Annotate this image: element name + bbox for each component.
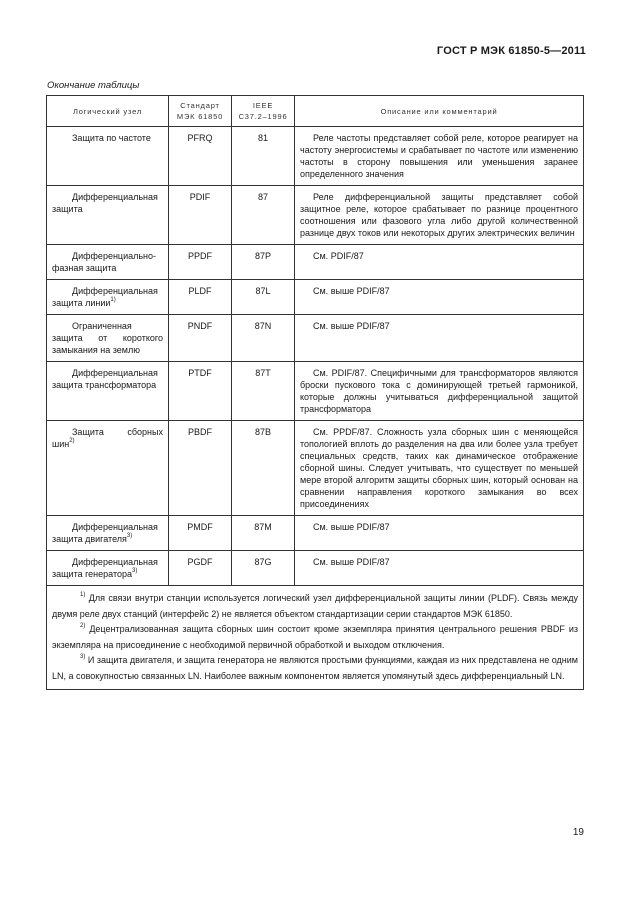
logical-node-name-cell [47, 280, 169, 315]
logical-node-name: Защита по частоте [72, 133, 151, 143]
column-header-description: Описание или комментарий [295, 96, 584, 127]
iec-code-cell: PLDF [169, 280, 232, 315]
footnote [52, 622, 578, 653]
table-row [47, 245, 584, 280]
ieee-code-cell: 87M [232, 516, 295, 551]
table-row [47, 315, 584, 362]
logical-node-name: Дифференциальная защита [52, 192, 158, 214]
footnote-text: Для связи внутри станции используется логический узел дифференциальной защиты линии (PLDF). Связь между двумя реле двух станций (интерфейс 2) не является объектом стандартизации серии стандартов МЭК 61850. [52, 593, 578, 619]
description-cell: См. PPDF/87. Сложность узла сборных шин с меняющейся топологией вплоть до разделения на два или более узла требует специальных средств, таких как динамическое отображение сборной шины. Следует учитывать, что существует по меньшей мере второй алгоритм защиты сборных шин, который основан на сравнении направления короткого замыкания во всех присоединениях [295, 421, 584, 516]
iec-code-cell: PBDF [169, 421, 232, 516]
iec-code-cell: PFRQ [169, 127, 232, 186]
ieee-code-cell: 87P [232, 245, 295, 280]
table-header-row [47, 96, 584, 127]
footnote-marker: 2) [69, 438, 75, 444]
logical-node-name-cell [47, 315, 169, 362]
description-cell: См. выше PDIF/87 [295, 516, 584, 551]
iec-code-cell: PPDF [169, 245, 232, 280]
footnote-marker: 1) [110, 297, 116, 303]
ieee-code-cell: 81 [232, 127, 295, 186]
footnote-marker: 3) [132, 568, 138, 574]
description-cell: См. выше PDIF/87 [295, 315, 584, 362]
ieee-code-cell: 87B [232, 421, 295, 516]
table-body [47, 127, 584, 586]
page-number: 19 [572, 827, 584, 838]
logical-node-name: Дифференциальная защита генератора [52, 557, 158, 579]
column-header-iec-standard [169, 96, 232, 127]
iec-code-cell: PDIF [169, 186, 232, 245]
logical-node-name-cell [47, 421, 169, 516]
description-cell: См. выше PDIF/87 [295, 280, 584, 315]
table-caption: Окончание таблицы [47, 80, 140, 91]
description-cell: Реле дифференциальной защиты представляет собой защитное реле, которое срабатывает по разнице процентного соотношения или фазового угла либо другой количественной разнице двух токов или некоторых других электрических величин [295, 186, 584, 245]
document-header: ГОСТ Р МЭК 61850-5—2011 [436, 45, 586, 57]
iec-code-cell: PTDF [169, 362, 232, 421]
footnote-number: 2) [80, 623, 86, 629]
ieee-code-cell: 87L [232, 280, 295, 315]
column-header-ieee-line1: IEEE [252, 101, 274, 110]
notes-row [47, 586, 584, 690]
column-header-iec-line1: Стандарт [180, 101, 220, 110]
table-row [47, 551, 584, 586]
table-row [47, 186, 584, 245]
description-cell: Реле частоты представляет собой реле, которое реагирует на частоту энергосистемы и срабатывает по частоте или изменению частоты в сторону повышения или уменьшения заранее определенного значения [295, 127, 584, 186]
footnote-text: Децентрализованная защита сборных шин состоит кроме экземпляра принятия центрального решения PBDF из экземпляра на присоединение с необходимой первичной обработкой и выходом отключения. [52, 624, 578, 650]
description-cell: См. PDIF/87. Специфичными для трансформаторов являются броски пускового тока с доминирующей третьей гармоникой, которые должны учитываться дифференциальной защитой трансформатора [295, 362, 584, 421]
table-row [47, 421, 584, 516]
table-row [47, 362, 584, 421]
logical-node-name: Дифференциальная защита трансформатора [52, 368, 158, 390]
table-notes [47, 586, 584, 690]
column-header-ieee-line2: C37.2–1996 [238, 112, 288, 121]
ieee-code-cell: 87N [232, 315, 295, 362]
footnote [52, 653, 578, 684]
table-row [47, 127, 584, 186]
description-cell: См. выше PDIF/87 [295, 551, 584, 586]
ieee-code-cell: 87T [232, 362, 295, 421]
logical-node-name-cell [47, 551, 169, 586]
logical-node-name-cell [47, 516, 169, 551]
column-header-logical-node: Логический узел [47, 96, 169, 127]
footnote-marker: 3) [126, 533, 133, 539]
iec-code-cell: PMDF [169, 516, 232, 551]
iec-code-cell: PGDF [169, 551, 232, 586]
logical-node-name-cell [47, 186, 169, 245]
footnote-number: 3) [80, 654, 86, 660]
footnote-number: 1) [80, 592, 86, 598]
footnote [52, 591, 578, 622]
iec-code-cell: PNDF [169, 315, 232, 362]
protection-nodes-table [46, 95, 584, 690]
footnote-text: И защита двигателя, и защита генератора не являются простыми функциями, каждая из них представлена не одним LN, а совокупностью связанных LN. Наиболее важным компонентом является упомянутый здесь дифференциальный LN. [52, 655, 578, 681]
logical-node-name: Дифференциально-фазная защита [52, 251, 157, 273]
ieee-code-cell: 87G [232, 551, 295, 586]
logical-node-name: Ограниченная защита от короткого замыкания на землю [52, 321, 163, 355]
logical-node-name: Дифференциальная защита двигателя [52, 522, 158, 544]
column-header-ieee [232, 96, 295, 127]
logical-node-name: Защита сборных шин [52, 427, 163, 449]
column-header-iec-line2: МЭК 61850 [176, 112, 224, 121]
table-row [47, 280, 584, 315]
ieee-code-cell: 87 [232, 186, 295, 245]
logical-node-name-cell [47, 245, 169, 280]
logical-node-name-cell [47, 127, 169, 186]
logical-node-name-cell [47, 362, 169, 421]
table-row [47, 516, 584, 551]
logical-node-name: Дифференциальная защита линии [52, 286, 158, 308]
description-cell: См. PDIF/87 [295, 245, 584, 280]
